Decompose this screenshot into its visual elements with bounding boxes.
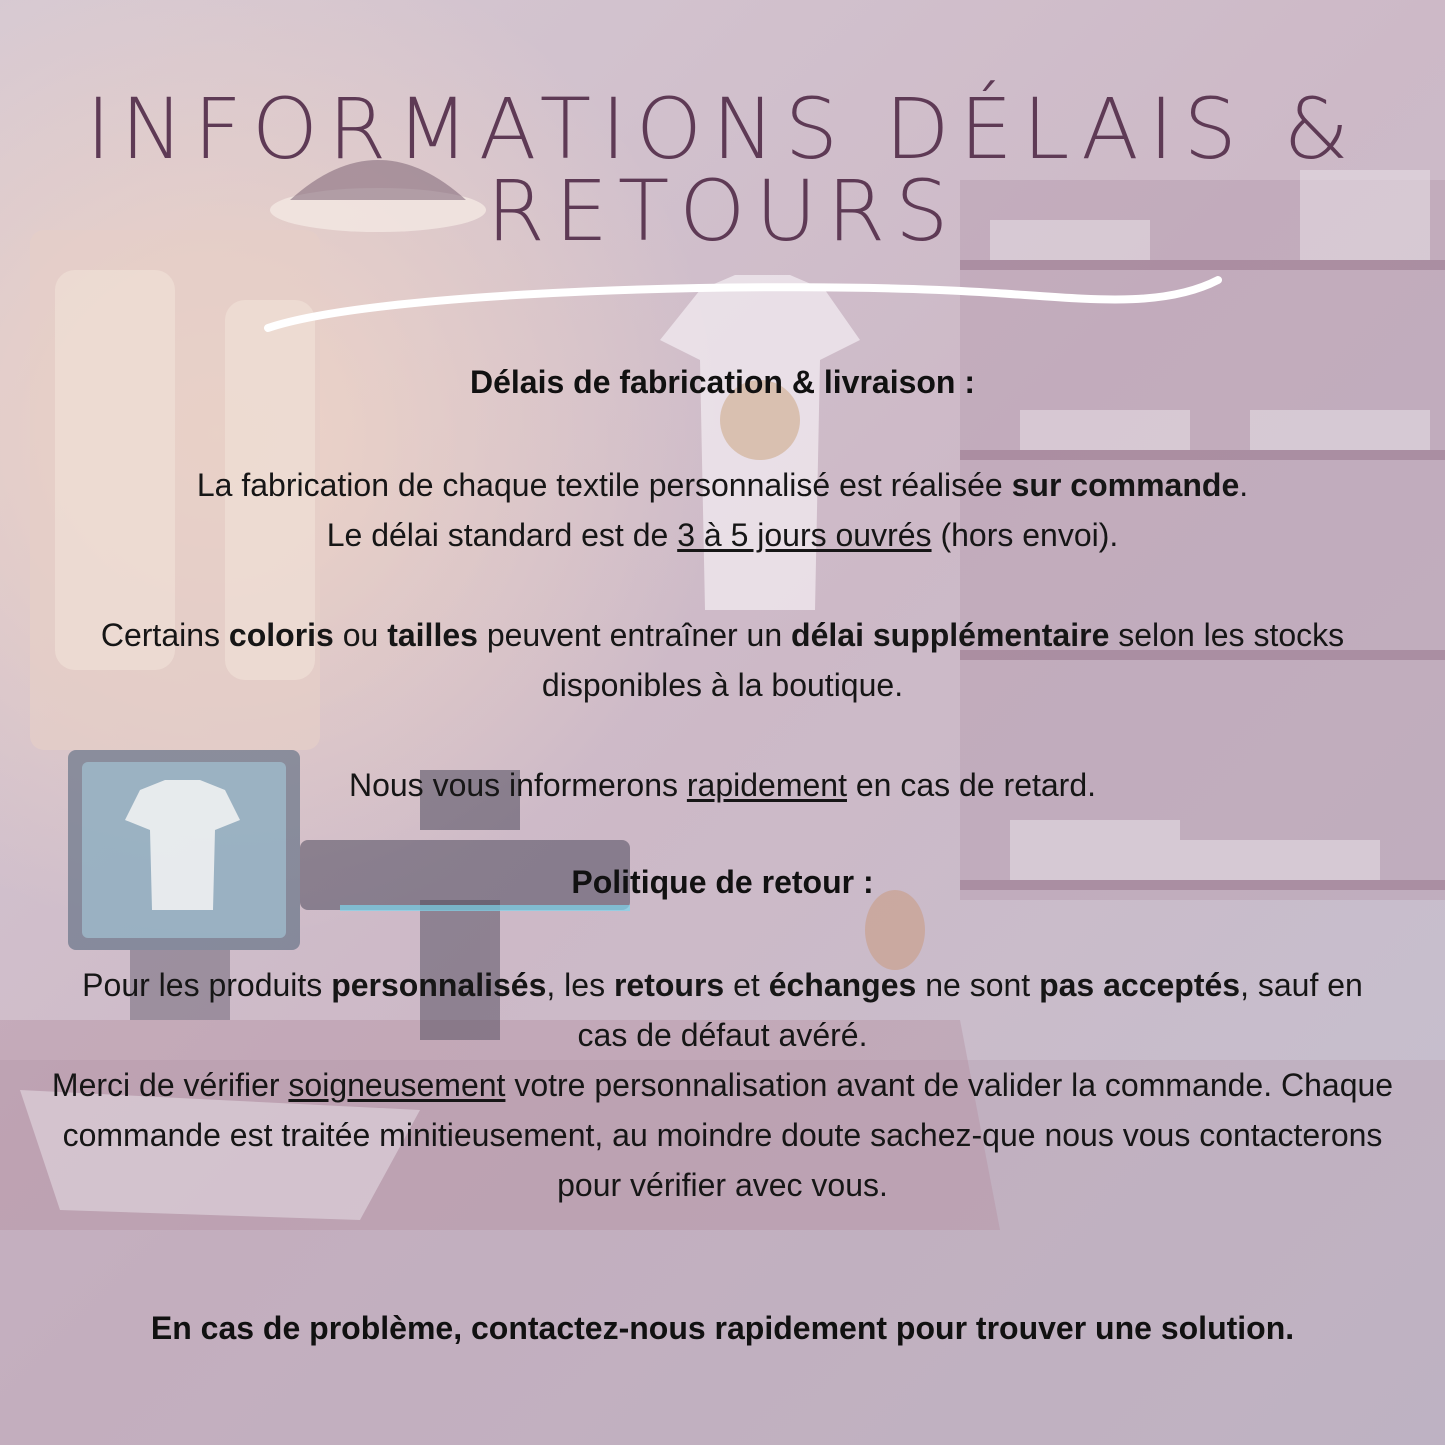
underlined-text: 3 à 5 jours ouvrés [677,517,932,553]
emphasis-text: personnalisés [331,967,547,1003]
text: Pour les produits [82,967,332,1003]
text: Nous vous informerons [348,767,687,803]
emphasis-text: tailles [387,617,478,653]
section-heading-delays: Délais de fabrication & livraison : [469,364,976,400]
page-title [0,80,1445,260]
text: et [724,967,769,1003]
paragraph-manufacturing [30,460,1415,560]
text: votre personnalisation avant de valider la commande. Chaque commande est traitée minitieusement, au moindre doute sachez-que nous vous contacterons pour vérifier avec vous. [62,1067,1394,1203]
emphasis-text: sur commande [1011,467,1240,503]
text: Certains [100,617,229,653]
paragraph-delay-notice [30,760,1415,810]
paragraph-verification [50,1060,1395,1210]
emphasis-text: coloris [228,617,334,653]
title-line-1: INFORMATIONS DÉLAIS & [85,80,1360,178]
text: , les [546,967,614,1003]
text: ne sont [916,967,1040,1003]
emphasis-text: retours [613,967,725,1003]
text: , sauf en cas de défaut avéré. [577,967,1363,1053]
text: Merci de vérifier [51,1067,289,1103]
text: peuvent entraîner un [477,617,792,653]
emphasis-text: délai supplémentaire [791,617,1110,653]
underlined-text: rapidement [686,767,847,803]
text: Le délai standard est de [326,517,678,553]
section-heading-returns: Politique de retour : [571,864,874,900]
emphasis-text: pas acceptés [1039,967,1241,1003]
closing-statement: En cas de problème, contactez-nous rapidement pour trouver une solution. [150,1310,1295,1346]
text: (hors envoi). [931,517,1119,553]
paragraph-variants [30,610,1415,710]
text: La fabrication de chaque textile personnalisé est réalisée [196,467,1012,503]
text: selon les stocks disponibles à la boutique. [541,617,1345,703]
decorative-swoosh [260,270,1230,340]
text: en cas de retard. [846,767,1097,803]
paragraph-returns-policy [80,960,1365,1060]
underlined-text: soigneusement [288,1067,506,1103]
text: ou [333,617,388,653]
text: . [1239,467,1249,503]
title-line-2: RETOURS [486,162,959,260]
emphasis-text: échanges [768,967,917,1003]
